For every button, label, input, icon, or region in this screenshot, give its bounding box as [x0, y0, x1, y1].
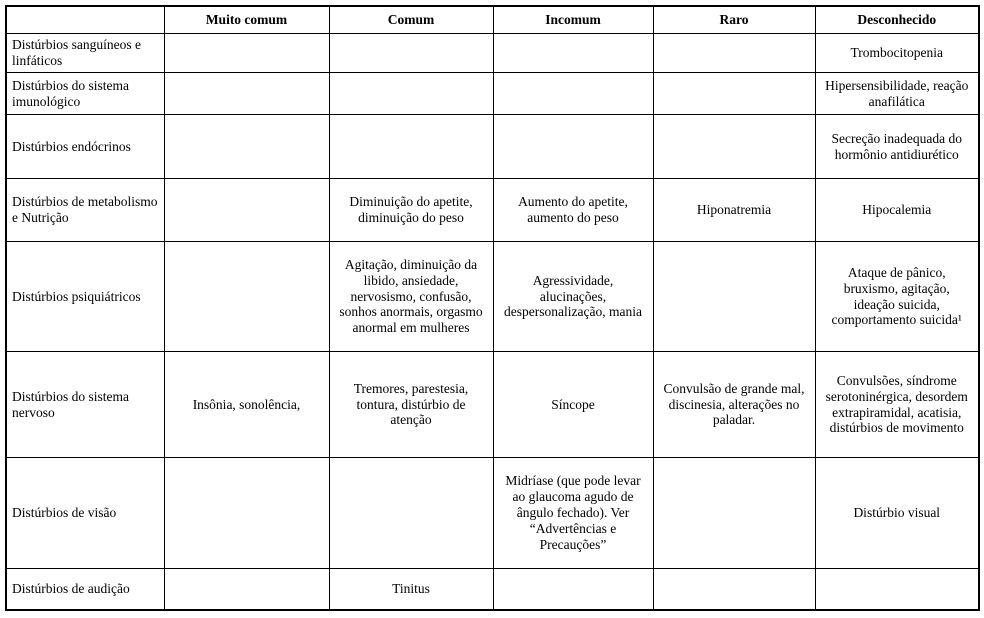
row-label: Distúrbios de audição: [6, 569, 164, 610]
table-cell: [329, 458, 493, 569]
row-label: Distúrbios do sistema nervoso: [6, 352, 164, 458]
row-label: Distúrbios do sistema imunológico: [6, 73, 164, 115]
table-cell: [653, 73, 815, 115]
table-cell: Diminuição do apetite, diminuição do peso: [329, 179, 493, 242]
table-cell: [493, 73, 653, 115]
table-cell: [329, 115, 493, 179]
row-label: Distúrbios endócrinos: [6, 115, 164, 179]
table-cell: [653, 242, 815, 352]
table-cell: Ataque de pânico, bruxismo, agitação, ideação suicida, comportamento suicida¹: [815, 242, 979, 352]
header-cell-incomum: Incomum: [493, 6, 653, 34]
table-cell: [653, 458, 815, 569]
header-cell-muito-comum: Muito comum: [164, 6, 329, 34]
row-label: Distúrbios psiquiátricos: [6, 242, 164, 352]
table-cell: Trombocitopenia: [815, 34, 979, 73]
table-cell: Hiponatremia: [653, 179, 815, 242]
table-row: [6, 34, 979, 73]
table-cell: [164, 569, 329, 610]
table-body: [6, 34, 979, 610]
table-cell: [164, 458, 329, 569]
table-cell: Aumento do apetite, aumento do peso: [493, 179, 653, 242]
table-cell: [493, 569, 653, 610]
table-row: [6, 242, 979, 352]
header-cell-empty: [6, 6, 164, 34]
table-cell: [164, 73, 329, 115]
table-cell: Midríase (que pode levar ao glaucoma agudo de ângulo fechado). Ver “Advertências e Precauções”: [493, 458, 653, 569]
table-row: [6, 115, 979, 179]
table-cell: Convulsões, síndrome serotoninérgica, desordem extrapiramidal, acatisia, distúrbios de movimento: [815, 352, 979, 458]
table-cell: [164, 242, 329, 352]
table-cell: [164, 34, 329, 73]
header-row: [6, 6, 979, 34]
table-cell: Tremores, parestesia, tontura, distúrbio de atenção: [329, 352, 493, 458]
table-cell: Secreção inadequada do hormônio antidiurético: [815, 115, 979, 179]
table-cell: [653, 34, 815, 73]
header-cell-comum: Comum: [329, 6, 493, 34]
table-cell: [653, 569, 815, 610]
table-cell: Agressividade, alucinações, despersonalização, mania: [493, 242, 653, 352]
table-cell: [164, 179, 329, 242]
table-cell: [329, 34, 493, 73]
table-row: [6, 352, 979, 458]
table-cell: [164, 115, 329, 179]
table-cell: Síncope: [493, 352, 653, 458]
table-cell: Hipersensibilidade, reação anafilática: [815, 73, 979, 115]
table-cell: [653, 115, 815, 179]
table-header: [6, 6, 979, 34]
table-cell: Agitação, diminuição da libido, ansiedade, nervosismo, confusão, sonhos anormais, orgasmo anormal em mulheres: [329, 242, 493, 352]
row-label: Distúrbios de metabolismo e Nutrição: [6, 179, 164, 242]
table-row: [6, 73, 979, 115]
table-row: [6, 179, 979, 242]
table-row: [6, 458, 979, 569]
table-cell: Distúrbio visual: [815, 458, 979, 569]
table-cell: [493, 34, 653, 73]
table-cell: Tinitus: [329, 569, 493, 610]
row-label: Distúrbios de visão: [6, 458, 164, 569]
header-cell-desconhecido: Desconhecido: [815, 6, 979, 34]
table-cell: [493, 115, 653, 179]
table-cell: [815, 569, 979, 610]
table-cell: [329, 73, 493, 115]
header-cell-raro: Raro: [653, 6, 815, 34]
row-label: Distúrbios sanguíneos e linfáticos: [6, 34, 164, 73]
table-cell: Hipocalemia: [815, 179, 979, 242]
adverse-reactions-frequency-table: [5, 5, 980, 611]
table-cell: Insônia, sonolência,: [164, 352, 329, 458]
table-row: [6, 569, 979, 610]
table-cell: Convulsão de grande mal, discinesia, alterações no paladar.: [653, 352, 815, 458]
